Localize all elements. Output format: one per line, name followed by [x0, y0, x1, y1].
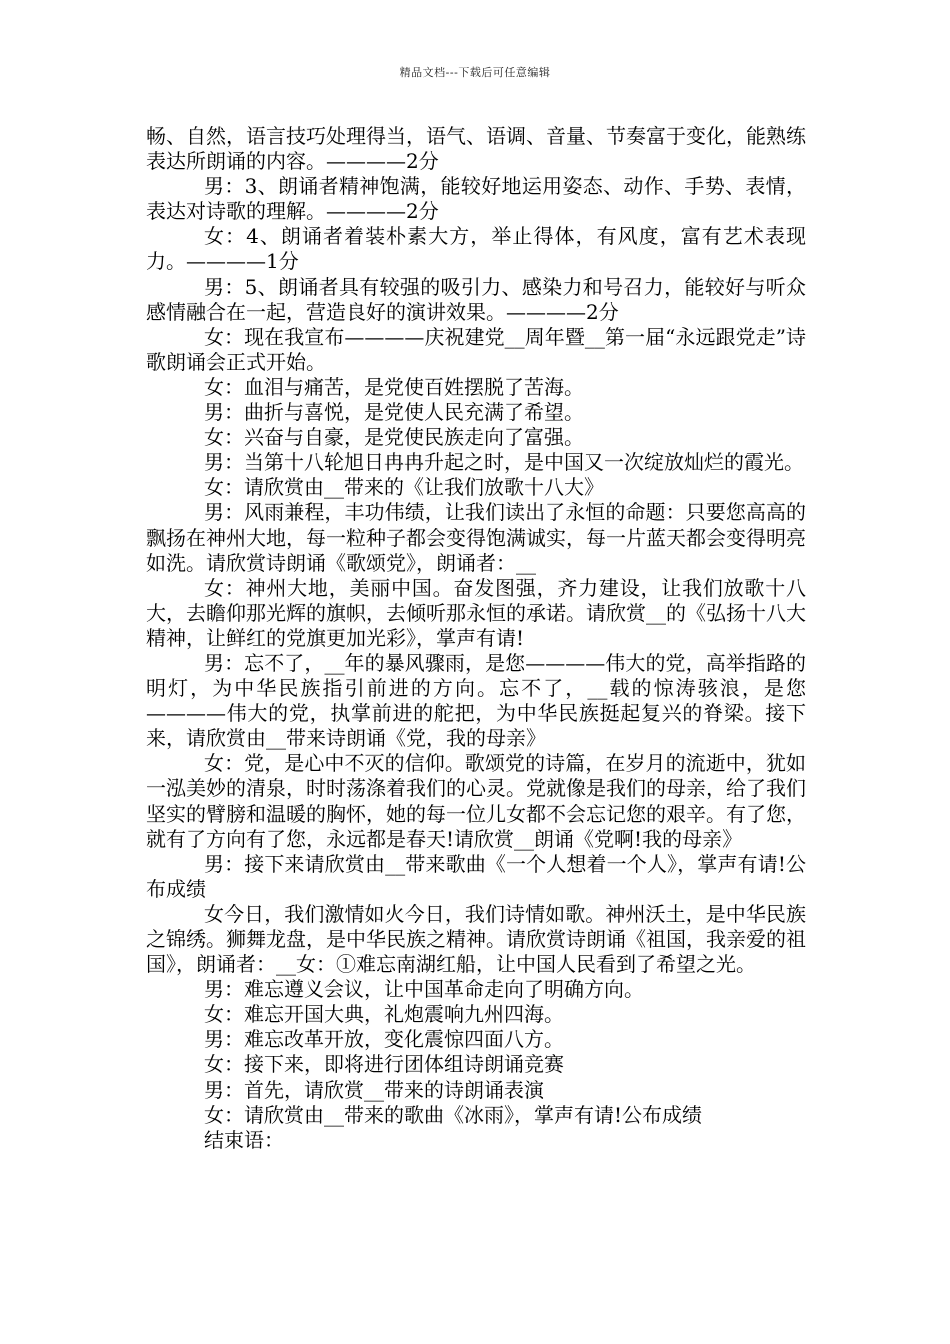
paragraph-dialogue: 男：首先，请欣赏__带来的诗朗诵表演: [204, 1077, 544, 1102]
paragraph-dialogue: 男：风雨兼程，丰功伟绩，让我们读出了永恒的命题：只要您高高的飘扬在神州大地，每一粒种子都会变得饱满诚实，每一片蓝天都会变得明亮如洗。请欣赏诗朗诵《歌颂党》，朗诵者：__: [146, 500, 806, 575]
paragraph-dialogue: 女：请欣赏由__带来的歌曲《冰雨》，掌声有请!公布成绩: [204, 1102, 703, 1127]
paragraph-dialogue: 女：神州大地，美丽中国。奋发图强，齐力建设，让我们放歌十八大，去瞻仰那光辉的旗帜，去倾听那永恒的承诺。请欣赏__的《弘扬十八大精神，让鲜红的党旗更加光彩》，掌声有请!: [146, 575, 806, 650]
paragraph-dialogue: 男：接下来请欣赏由__带来歌曲《一个人想着一个人》，掌声有请!公布成绩: [146, 851, 806, 901]
paragraph-dialogue: 女：难忘开国大典，礼炮震响九州四海。: [204, 1002, 564, 1027]
paragraph-closing-heading: 结束语：: [204, 1127, 284, 1152]
paragraph-dialogue: 女：兴奋与自豪，是党使民族走向了富强。: [204, 425, 584, 450]
page-header: 精品文档---下载后可任意编辑: [399, 66, 551, 79]
paragraph-scoring-3: 男：3、朗诵者精神饱满，能较好地运用姿态、动作、手势、表情，表达对诗歌的理解。————2分: [146, 174, 806, 224]
paragraph-scoring-4: 女：4、朗诵者着装朴素大方，举止得体，有风度，富有艺术表现力。————1分: [146, 224, 806, 274]
paragraph-dialogue: 女今日，我们激情如火今日，我们诗情如歌。神州沃土，是中华民族之锦绣。狮舞龙盘，是中华民族之精神。请欣赏诗朗诵《祖国，我亲爱的祖国》，朗诵者：__女：①难忘南湖红船，让中国人民看到了希望之光。: [146, 901, 806, 977]
paragraph-scoring-fluency: 畅、自然，语言技巧处理得当，语气、语调、音量、节奏富于变化，能熟练表达所朗诵的内容。————2分: [146, 124, 806, 174]
paragraph-scoring-5: 男：5、朗诵者具有较强的吸引力、感染力和号召力，能较好与听众感情融合在一起，营造良好的演讲效果。————2分: [146, 274, 806, 324]
paragraph-dialogue: 女：请欣赏由__带来的《让我们放歌十八大》: [204, 475, 604, 500]
paragraph-dialogue: 男：难忘改革开放，变化震惊四面八方。: [204, 1027, 564, 1052]
paragraph-dialogue: 男：忘不了，__年的暴风骤雨，是您————伟大的党，高举指路的明灯，为中华民族指引前进的方向。忘不了，__载的惊涛骇浪，是您————伟大的党，执掌前进的舵把，为中华民族挺起复兴的脊梁。接下来，请欣赏由__带来诗朗诵《党，我的母亲》: [146, 650, 806, 751]
paragraph-dialogue: 男：难忘遵义会议，让中国革命走向了明确方向。: [204, 977, 644, 1002]
paragraph-dialogue: 女：血泪与痛苦，是党使百姓摆脱了苦海。: [204, 374, 584, 399]
paragraph-dialogue: 男：曲折与喜悦，是党使人民充满了希望。: [204, 400, 584, 425]
paragraph-opening-announcement: 女：现在我宣布————庆祝建党__周年暨__第一届“永远跟党走”诗歌朗诵会正式开始。: [146, 324, 806, 374]
paragraph-dialogue: 女：接下来，即将进行团体组诗朗诵竞赛: [204, 1052, 564, 1077]
document-body: [146, 124, 806, 1153]
paragraph-dialogue: 男：当第十八轮旭日冉冉升起之时，是中国又一次绽放灿烂的霞光。: [204, 450, 804, 475]
paragraph-dialogue: 女：党，是心中不灭的信仰。歌颂党的诗篇，在岁月的流逝中，犹如一泓美妙的清泉，时时荡涤着我们的心灵。党就像是我们的母亲，给了我们坚实的臂膀和温暖的胸怀，她的每一位儿女都不会忘记您的艰辛。有了您，就有了方向有了您，永远都是春天!请欣赏__朗诵《党啊!我的母亲》: [146, 751, 806, 851]
